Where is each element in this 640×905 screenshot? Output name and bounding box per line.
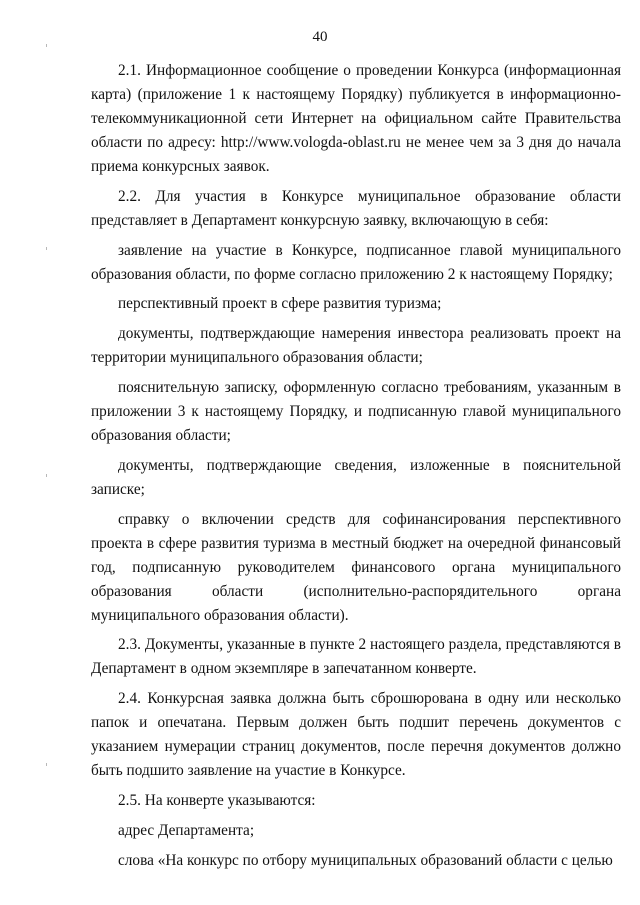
- document-body: [91, 59, 621, 878]
- paragraph-2-5: 2.5. На конверте указываются:: [118, 791, 316, 809]
- scan-artifact: [46, 474, 47, 477]
- scan-artifact: [46, 763, 47, 766]
- list-item-investor-documents: документы, подтверждающие намерения инвестора реализовать проект на территории муниципального образования области;: [91, 325, 621, 367]
- list-item-supporting-documents: документы, подтверждающие сведения, изложенные в пояснительной записке;: [91, 456, 621, 498]
- paragraph-2-2: 2.2. Для участия в Конкурсе муниципальное образование области представляет в Департамент конкурсную заявку, включающую в себя:: [91, 187, 621, 229]
- list-item-envelope-words: слова «На конкурс по отбору муниципальных образований области с целью: [118, 851, 613, 869]
- page-number: 40: [312, 29, 328, 45]
- scan-artifact: [46, 247, 47, 250]
- list-item-address: адрес Департамента;: [118, 821, 255, 839]
- list-item-project: перспективный проект в сфере развития туризма;: [118, 295, 442, 313]
- list-item-explanatory-note: пояснительную записку, оформленную согласно требованиям, указанным в приложении 3 к настоящему Порядку, и подписанную главой муниципального образования области;: [91, 378, 621, 444]
- list-item-application: заявление на участие в Конкурсе, подписанное главой муниципального образования области, по форме согласно приложению 2 к настоящему Порядку;: [91, 241, 621, 283]
- paragraph-2-1: 2.1. Информационное сообщение о проведении Конкурса (информационная карта) (приложение 1 к настоящему Порядку) публикуется в информационно-телекоммуникационной сети Интернет на официальном сайте Правительства области по адресу: http://www.vologda-oblast.ru не менее чем за 3 дня до начала приема конкурсных заявок.: [91, 62, 621, 175]
- paragraph-2-4: 2.4. Конкурсная заявка должна быть сброшюрована в одну или несколько папок и опечатана. Первым должен быть подшит перечень документов с указанием нумерации страниц документов, после перечня документов должно быть подшито заявление на участие в Конкурсе.: [91, 690, 621, 780]
- list-item-budget-certificate: справку о включении средств для софинансирования перспективного проекта в сфере развития туризма в местный бюджет на очередной финансовый год, подписанную руководителем финансового органа муниципального образования области (исполнительно-распорядительного органа муниципального образования области).: [91, 510, 621, 624]
- paragraph-2-3: 2.3. Документы, указанные в пункте 2 настоящего раздела, представляются в Департамент в одном экземпляре в запечатанном конверте.: [91, 636, 621, 678]
